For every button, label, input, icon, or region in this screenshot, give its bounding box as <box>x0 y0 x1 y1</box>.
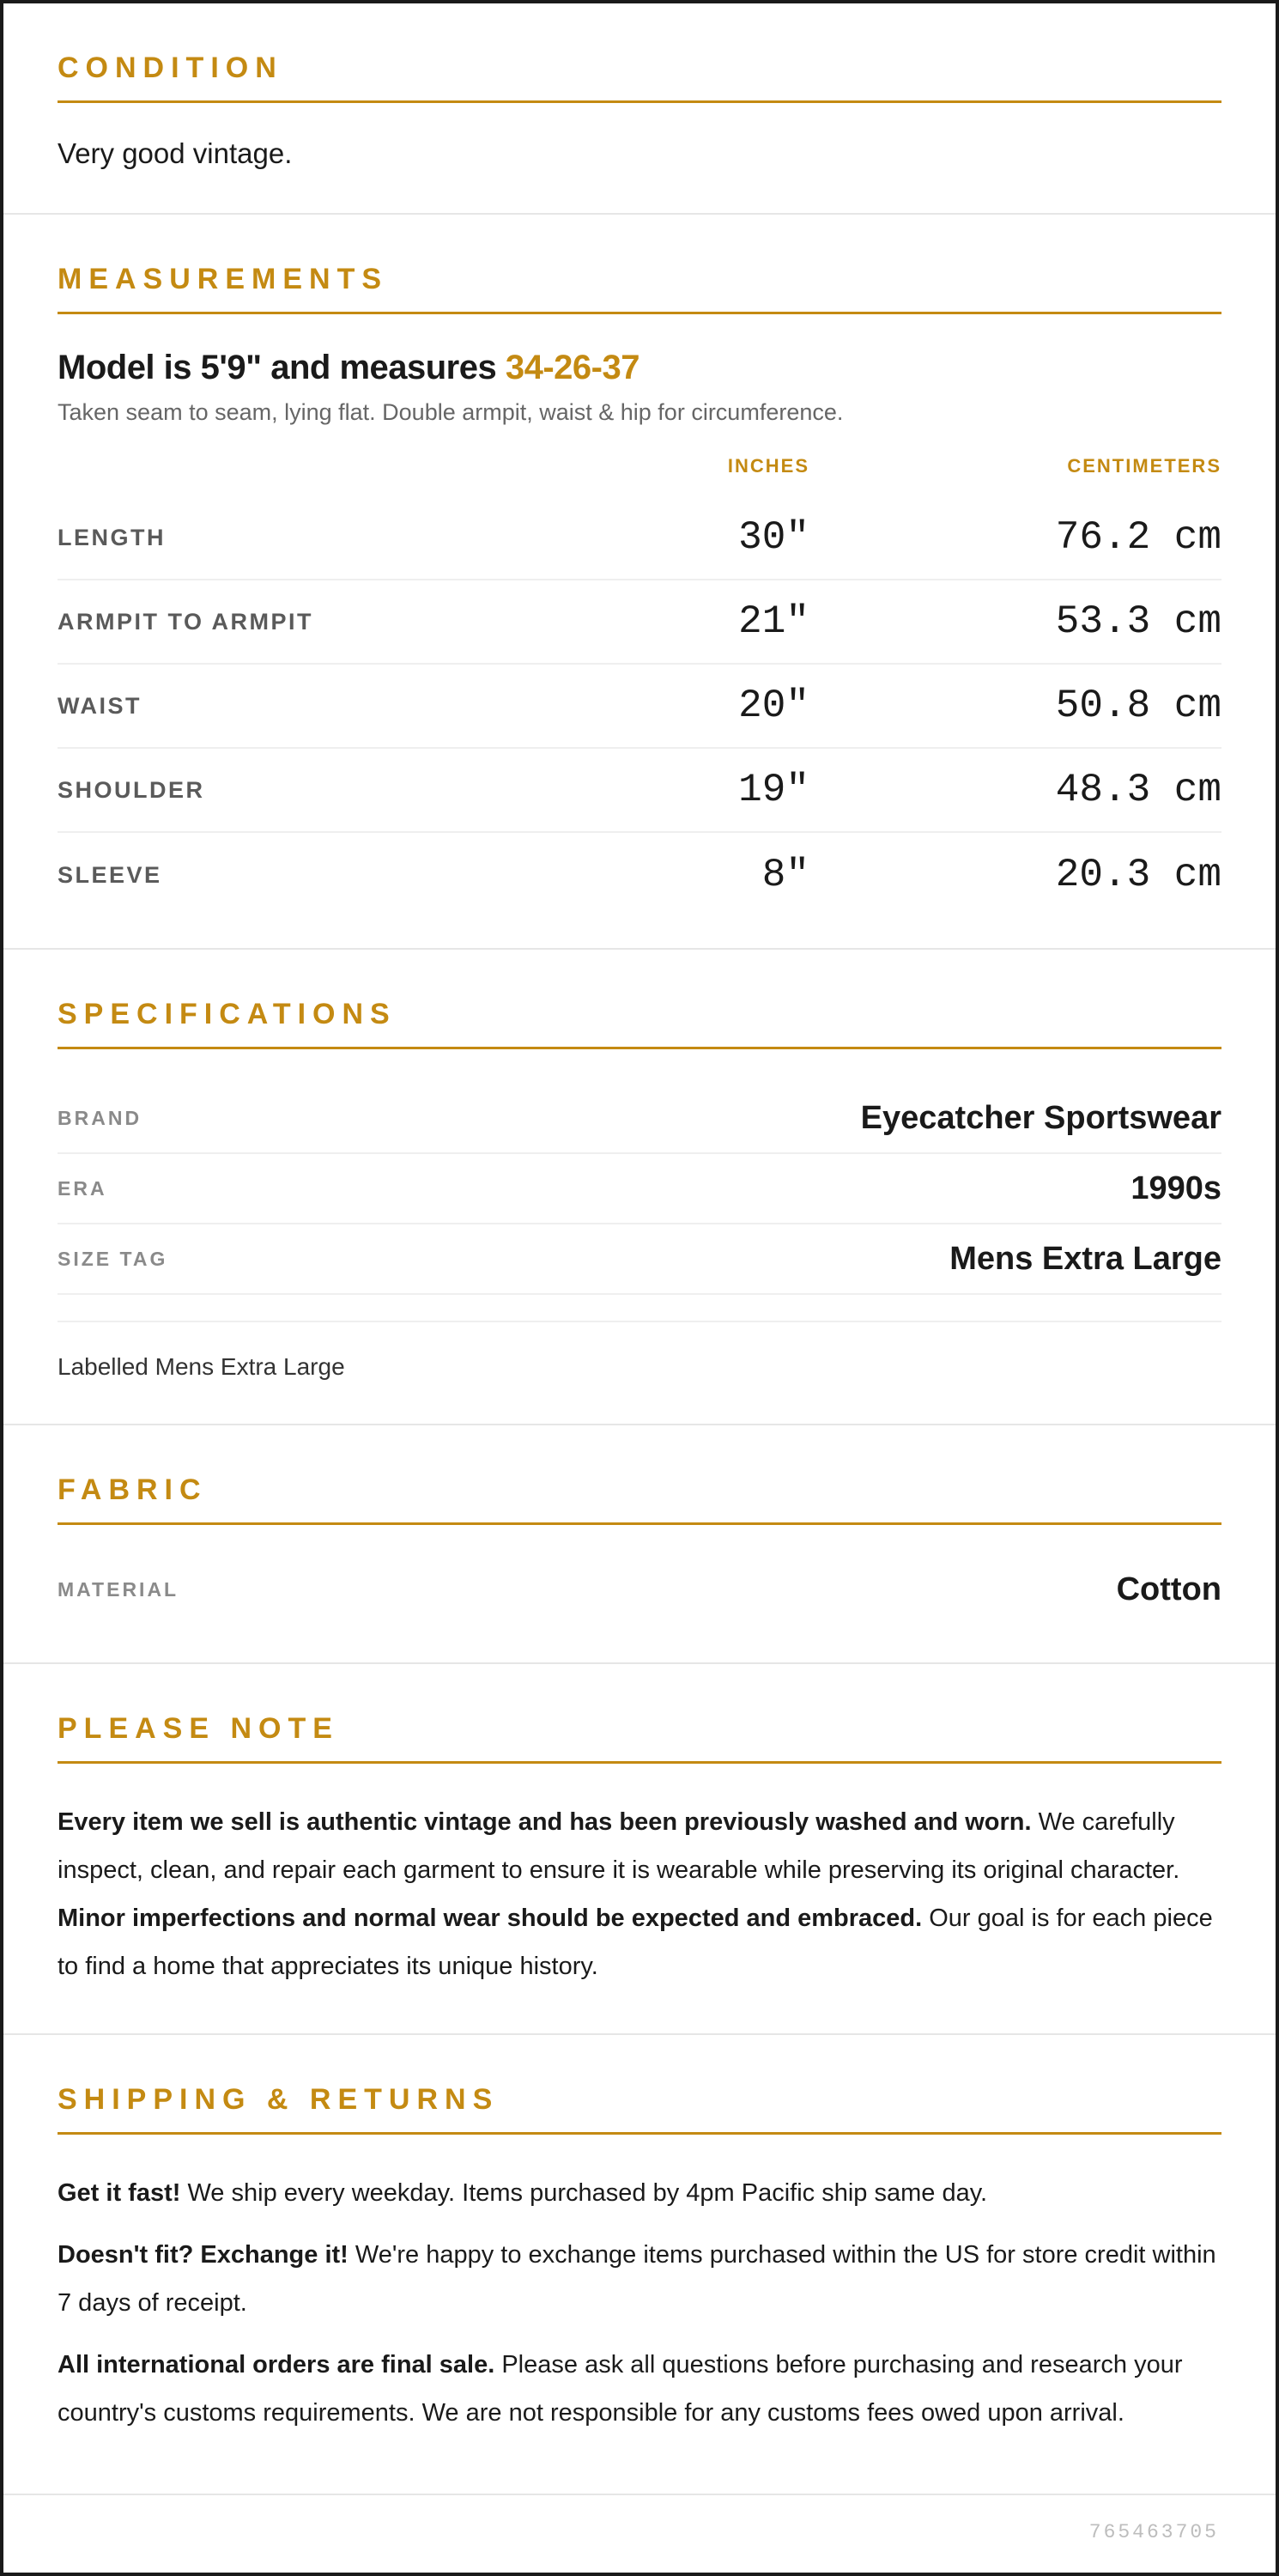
please-note-heading: PLEASE NOTE <box>58 1712 1221 1764</box>
measurements-section <box>3 215 1276 950</box>
measurement-inches: 19" <box>738 768 809 812</box>
shipping-paragraph-3 <box>58 2341 1221 2437</box>
shipping-section <box>3 2035 1276 2495</box>
measurement-label: WAIST <box>58 692 142 719</box>
measurements-subtitle: Taken seam to seam, lying flat. Double armpit, waist & hip for circumference. <box>58 399 844 425</box>
spec-value: Mens Extra Large <box>949 1240 1221 1277</box>
measurement-row-sleeve <box>58 833 1221 917</box>
please-note-text <box>58 1798 1221 1990</box>
spec-key: SIZE TAG <box>58 1247 168 1270</box>
model-prefix: Model is 5'9" and measures <box>58 349 506 386</box>
centimeters-column-header: CENTIMETERS <box>1067 455 1221 477</box>
spec-value: 1990s <box>1130 1170 1221 1206</box>
measurement-label: ARMPIT TO ARMPIT <box>58 608 313 635</box>
fabric-section <box>3 1425 1276 1664</box>
measurement-label: SLEEVE <box>58 861 162 888</box>
spec-value: Cotton <box>1116 1571 1221 1607</box>
spec-row-era <box>58 1154 1221 1224</box>
shipping-bold: Doesn't fit? Exchange it! <box>58 2241 349 2269</box>
spec-row-brand <box>58 1084 1221 1154</box>
measurement-cm: 20.3 cm <box>1055 853 1221 897</box>
measurements-heading: MEASUREMENTS <box>58 263 1221 314</box>
shipping-bold: All international orders are final sale. <box>58 2351 495 2379</box>
shipping-text: We ship every weekday. Items purchased by 4pm Pacific ship same day. <box>180 2179 988 2207</box>
measurement-inches: 8" <box>761 853 809 897</box>
condition-text: Very good vintage. <box>58 137 293 169</box>
shipping-text: We're happy to exchange items purchased within the US for store credit within 7 days of receipt. <box>58 2241 1216 2317</box>
condition-section <box>3 3 1276 215</box>
note-bold-2: Minor imperfections and normal wear should be expected and embraced. <box>58 1905 923 1932</box>
shipping-heading: SHIPPING & RETURNS <box>58 2083 1221 2135</box>
shipping-paragraph-1 <box>58 2169 1221 2217</box>
fabric-row-material <box>58 1559 1221 1619</box>
spec-key: ERA <box>58 1176 107 1200</box>
measurement-row-waist <box>58 665 1221 749</box>
spec-divider <box>58 1295 1221 1322</box>
measurement-inches: 30" <box>738 515 809 560</box>
note-text-1: We carefully inspect, clean, and repair each garment to ensure it is wearable while preserving its original character. <box>58 1808 1180 1884</box>
specifications-section <box>3 950 1276 1425</box>
condition-heading: CONDITION <box>58 52 1221 103</box>
measurements-table-header <box>58 455 1221 496</box>
note-bold-1: Every item we sell is authentic vintage and has been previously washed and worn. <box>58 1808 1032 1836</box>
shipping-bold: Get it fast! <box>58 2179 181 2207</box>
note-text-2: Our goal is for each piece to find a home that appreciates its unique history. <box>58 1905 1213 1980</box>
measurement-cm: 48.3 cm <box>1055 768 1221 812</box>
measurement-cm: 50.8 cm <box>1055 683 1221 728</box>
shipping-text: Please ask all questions before purchasing and research your country's customs requirements. We are not responsible for any customs fees owed upon arrival. <box>58 2351 1183 2427</box>
shipping-paragraph-2 <box>58 2231 1221 2327</box>
measurement-row-armpit <box>58 580 1221 665</box>
measurement-row-length <box>58 496 1221 580</box>
measurement-label: LENGTH <box>58 524 166 550</box>
measurement-label: SHOULDER <box>58 776 205 803</box>
measurement-cm: 53.3 cm <box>1055 599 1221 644</box>
spec-key: BRAND <box>58 1106 142 1129</box>
measurement-row-shoulder <box>58 749 1221 833</box>
model-measurements <box>58 349 1221 387</box>
inches-column-header: INCHES <box>727 455 809 477</box>
measurement-inches: 20" <box>738 683 809 728</box>
measurement-cm: 76.2 cm <box>1055 515 1221 560</box>
spec-row-size-tag <box>58 1224 1221 1295</box>
product-id: 765463705 <box>1088 2521 1219 2543</box>
fabric-heading: FABRIC <box>58 1473 1221 1525</box>
please-note-section <box>3 1664 1276 2035</box>
specifications-heading: SPECIFICATIONS <box>58 998 1221 1049</box>
size-note: Labelled Mens Extra Large <box>58 1353 345 1380</box>
spec-value: Eyecatcher Sportswear <box>860 1099 1221 1136</box>
measurements-table <box>58 455 1221 917</box>
measurement-inches: 21" <box>738 599 809 644</box>
model-numbers: 34-26-37 <box>505 349 640 386</box>
spec-key: MATERIAL <box>58 1577 179 1601</box>
